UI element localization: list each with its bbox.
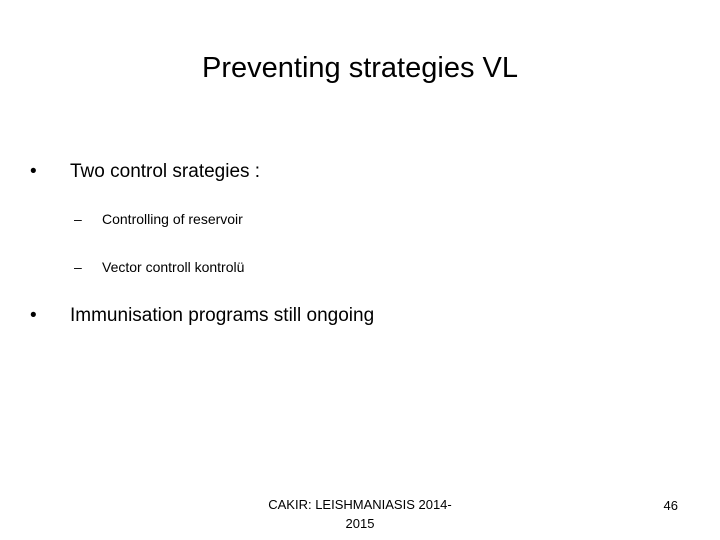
- sub-bullet-text: Controlling of reservoir: [102, 211, 243, 227]
- bullet-marker: •: [30, 305, 37, 326]
- bullet-text: Immunisation programs still ongoing: [70, 305, 375, 326]
- page-number: 46: [663, 498, 678, 513]
- sub-bullet-text: Vector controll kontrolü: [102, 259, 245, 275]
- dash-marker: –: [74, 259, 82, 275]
- footer-line: 2015: [345, 516, 375, 531]
- slide-title: Preventing strategies VL: [202, 52, 518, 84]
- bullet-text: Two control srategies :: [70, 161, 261, 182]
- footer-line: CAKIR: LEISHMANIASIS 2014-: [268, 497, 452, 512]
- bullet-marker: •: [30, 161, 37, 182]
- slide-footer: [240, 495, 480, 533]
- dash-marker: –: [74, 211, 82, 227]
